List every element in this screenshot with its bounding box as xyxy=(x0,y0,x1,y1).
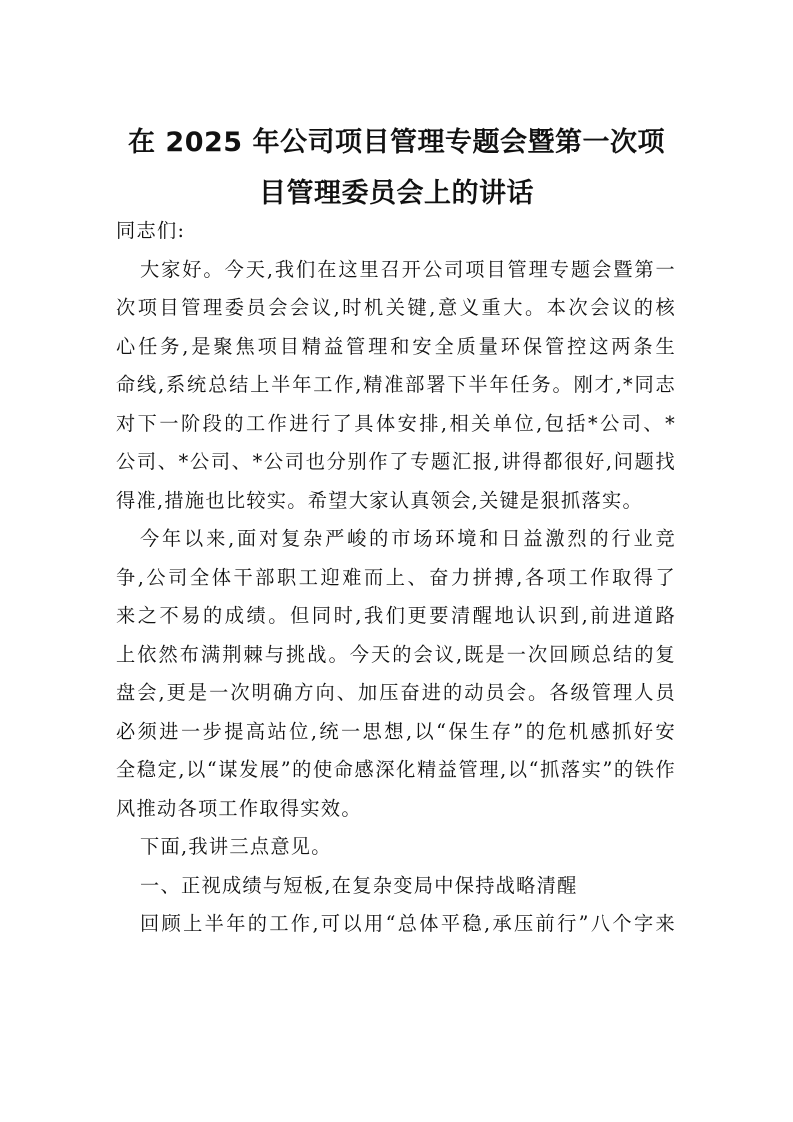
paragraph-line: 心任务,是聚焦项目精益管理和安全质量环保管控这两条生 xyxy=(116,334,676,358)
salutation: 同志们: xyxy=(116,219,186,242)
paragraph-line: 争,公司全体干部职工迎难而上、奋力拼搏,各项工作取得了 xyxy=(116,565,676,589)
paragraph-line: 次项目管理委员会会议,时机关键,意义重大。本次会议的核 xyxy=(116,296,676,319)
document-body xyxy=(116,212,676,944)
paragraph-line: 来之不易的成绩。但同时,我们更要清醒地认识到,前进道路 xyxy=(116,604,676,627)
paragraph-line: 上依然布满荆棘与挑战。今天的会议,既是一次回顾总结的复 xyxy=(116,642,676,666)
document-title-line-1: 在 2025 年公司项目管理专题会暨第一次项 xyxy=(128,127,665,158)
paragraph-line: 今年以来,面对复杂严峻的市场环境和日益激烈的行业竞 xyxy=(140,527,676,550)
paragraph-line: 盘会,更是一次明确方向、加压奋进的动员会。各级管理人员 xyxy=(116,681,676,704)
paragraph-line: 对下一阶段的工作进行了具体安排,相关单位,包括*公司、* xyxy=(116,411,676,435)
paragraph-line: 风推动各项工作取得实效。 xyxy=(116,796,362,820)
section-heading: 一、正视成绩与短板,在复杂变局中保持战略清醒 xyxy=(140,873,578,897)
paragraph-line: 得准,措施也比较实。希望大家认真领会,关键是狠抓落实。 xyxy=(116,488,643,512)
paragraph-line: 必须进一步提高站位,统一思想,以“保生存”的危机感抓好安 xyxy=(116,719,676,743)
paragraph-line: 全稳定,以“谋发展”的使命感深化精益管理,以“抓落实”的铁作 xyxy=(116,758,676,781)
paragraph-line: 回顾上半年的工作,可以用“总体平稳,承压前行”八个字来 xyxy=(140,912,676,935)
paragraph-line: 大家好。今天,我们在这里召开公司项目管理专题会暨第一 xyxy=(140,257,676,281)
paragraph-line: 命线,系统总结上半年工作,精准部署下半年任务。刚才,*同志 xyxy=(116,373,676,396)
document-title-line-2: 目管理委员会上的讲话 xyxy=(259,178,534,209)
paragraph-line: 公司、*公司、*公司也分别作了专题汇报,讲得都很好,问题找 xyxy=(116,450,676,473)
paragraph-line: 下面,我讲三点意见。 xyxy=(140,835,332,858)
